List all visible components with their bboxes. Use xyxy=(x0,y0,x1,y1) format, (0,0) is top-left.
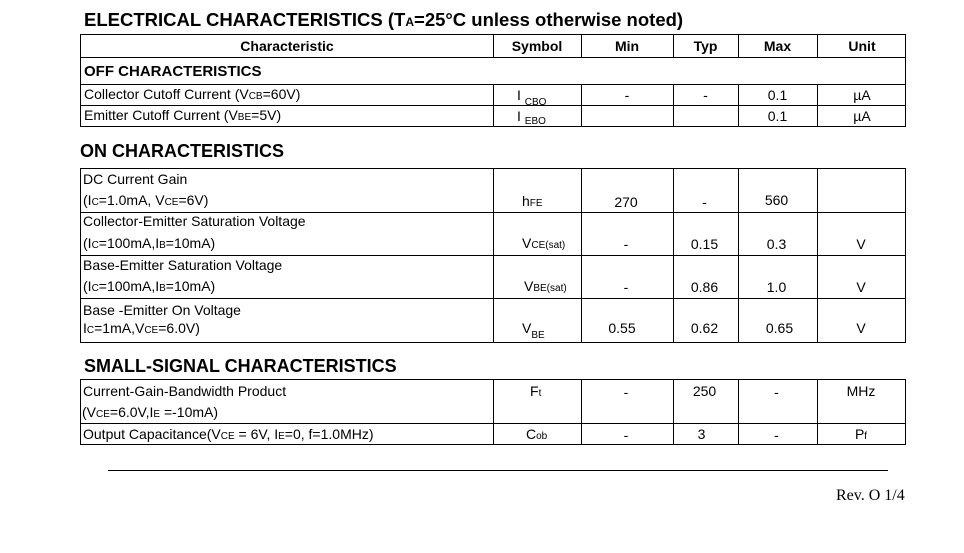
header-characteristic: Characteristic xyxy=(240,38,334,54)
revision-label: Rev. O 1/4 xyxy=(836,487,905,504)
on-row-1-symbol: hFE xyxy=(522,193,543,209)
off-row-2-unit: µA xyxy=(853,108,871,124)
off-row-1-typ: - xyxy=(703,87,708,103)
on-section-heading: ON CHARACTERISTICS xyxy=(80,141,285,161)
small-row-1-symbol: Ft xyxy=(530,383,542,399)
off-row-2-characteristic: Emitter Cutoff Current (VBE=5V) xyxy=(84,107,282,123)
off-row-1-max: 0.1 xyxy=(767,87,788,103)
header-typ: Typ xyxy=(693,38,718,54)
off-row-2-symbol: I $_{EBO}$ xyxy=(517,108,546,127)
header-unit: Unit xyxy=(848,38,876,54)
on-row-3-symbol: VBE(sat) xyxy=(524,278,567,294)
off-row-1-min: - xyxy=(624,87,630,103)
off-characteristics-table xyxy=(80,34,906,127)
on-row-2-symbol: VCE(sat) xyxy=(522,235,566,251)
off-row-2-max: 0.1 xyxy=(767,108,788,124)
header-min: Min xyxy=(614,38,640,54)
on-row-4-symbol: $V_{BE}$ xyxy=(522,320,545,341)
page-title: ELECTRICAL CHARACTERISTICS (TA=25°C unless otherwise noted) xyxy=(84,9,684,30)
off-row-1-characteristic: Collector Cutoff Current (VCB=60V) xyxy=(84,86,301,102)
off-section-heading: OFF CHARACTERISTICS xyxy=(84,63,262,80)
off-row-1-unit: µA xyxy=(853,87,871,103)
header-symbol: Symbol xyxy=(511,38,563,54)
off-row-1-symbol: I $_{CBO}$ xyxy=(517,87,547,108)
footer-divider xyxy=(108,470,888,471)
small-row-2-symbol: Cob xyxy=(526,426,548,442)
header-max: Max xyxy=(763,38,792,54)
small-signal-section-heading: SMALL-SIGNAL CHARACTERISTICS xyxy=(84,356,397,376)
